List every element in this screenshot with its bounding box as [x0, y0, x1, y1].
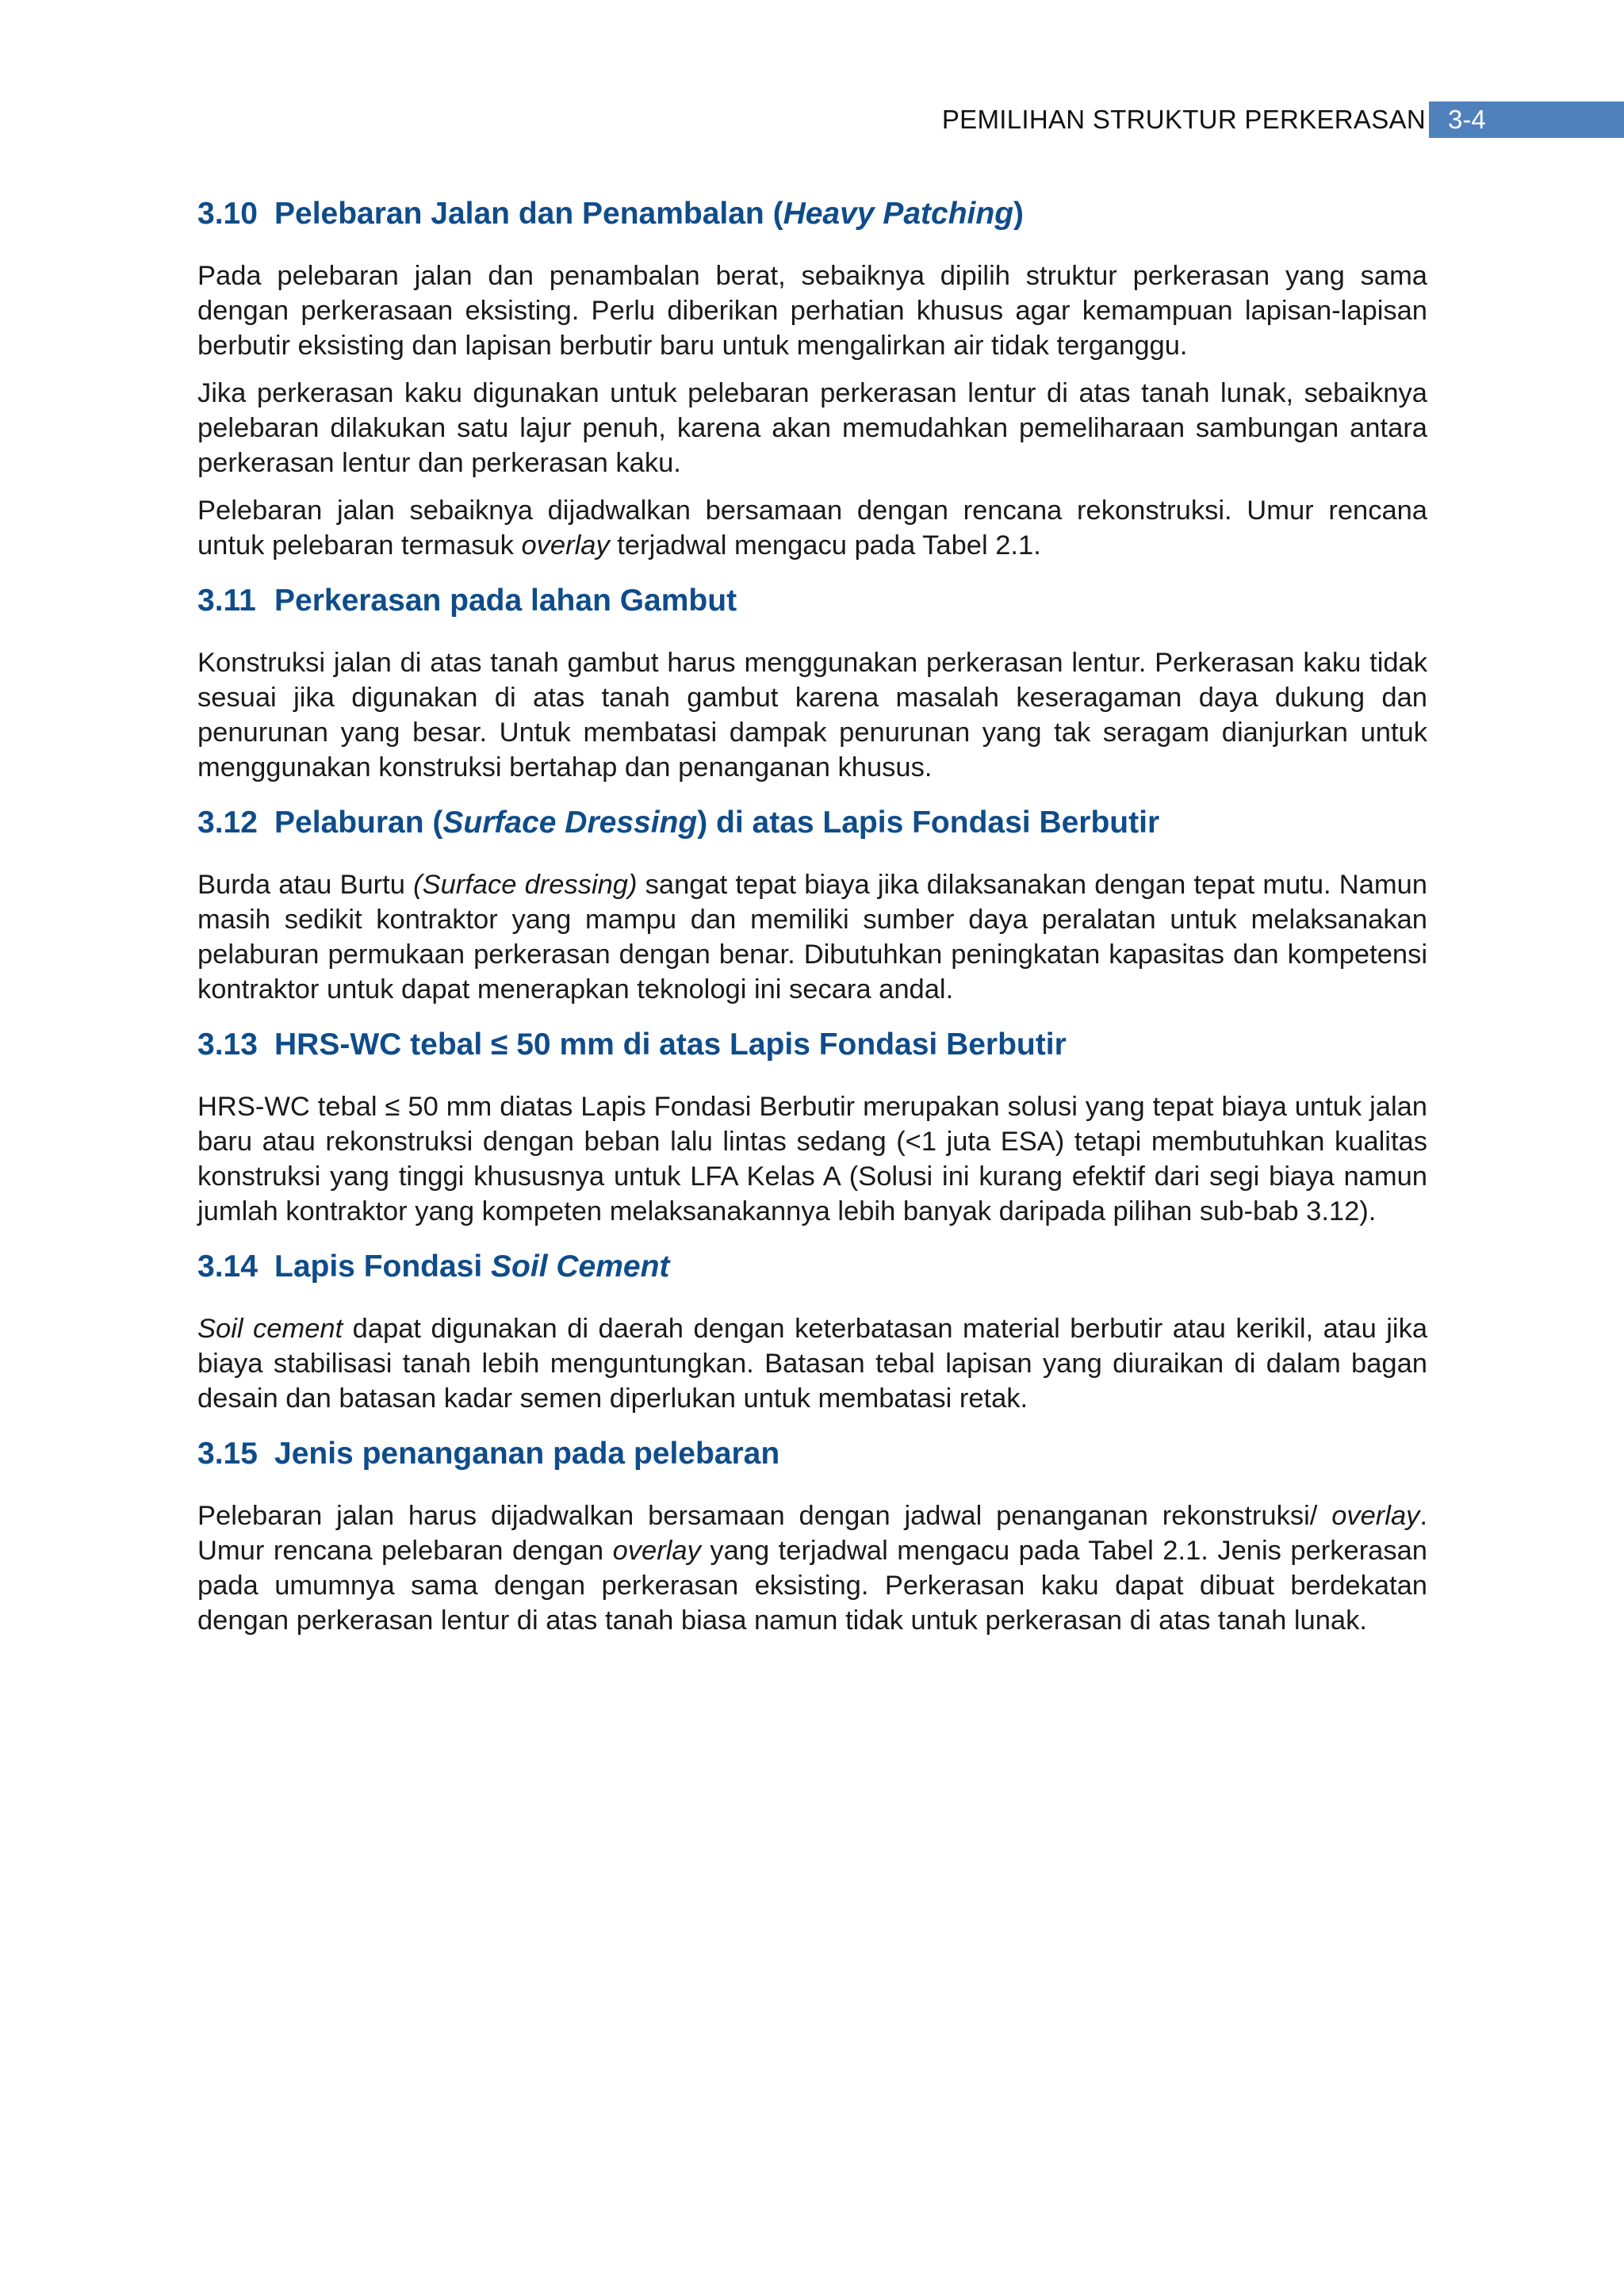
- section-heading: [197, 1432, 1427, 1476]
- section-3-15: [197, 1432, 1427, 1638]
- section-title-text: Heavy Patching: [783, 197, 1014, 231]
- paragraph-text: Pelebaran jalan harus dijadwalkan bersamaan dengan jadwal penanganan rekonstruksi/: [197, 1501, 1332, 1531]
- section-heading: [197, 1023, 1427, 1067]
- italic-term: Soil cement: [197, 1314, 343, 1344]
- body-paragraph: [197, 645, 1427, 785]
- paragraph-text: dapat digunakan di daerah dengan keterbatasan material berbutir atau kerikil, atau jika biaya stabilisasi tanah lebih menguntungkan. Batasan tebal lapisan yang diuraikan di dalam bagan desain dan batasan kadar semen diperlukan untuk membatasi retak.: [197, 1314, 1428, 1414]
- section-title-text: Surface Dressing: [442, 806, 698, 840]
- section-3-12: [197, 801, 1427, 1007]
- body-paragraph: [197, 867, 1427, 1007]
- italic-term: (Surface dressing): [413, 870, 638, 900]
- section-title-text: Soil Cement: [491, 1249, 670, 1284]
- section-number: 3.13: [197, 1027, 258, 1062]
- section-3-13: [197, 1023, 1427, 1229]
- page-header: [0, 101, 1624, 138]
- section-number: 3.15: [197, 1437, 258, 1471]
- section-heading: [197, 579, 1427, 623]
- paragraph-text: Konstruksi jalan di atas tanah gambut harus menggunakan perkerasan lentur. Perkerasan kaku tidak sesuai jika digunakan di atas tanah gambut karena masalah keseragaman daya dukung dan penurunan yang besar. Untuk membatasi dampak penurunan yang tak seragam dianjurkan untuk menggunakan konstruksi bertahap dan penanganan khusus.: [197, 648, 1427, 783]
- section-heading: [197, 801, 1427, 845]
- paragraph-text: sangat tepat biaya jika dilaksanakan dengan tepat mutu. Namun masih sedikit kontraktor yang mampu dan memiliki sumber daya peralatan untuk melaksanakan pelaburan permukaan perkerasan dengan benar. Dibutuhkan peningkatan kapasitas dan kompetensi kontraktor untuk dapat menerapkan teknologi ini secara andal.: [197, 870, 1427, 1004]
- section-title-text: Lapis Fondasi: [274, 1249, 492, 1284]
- body-paragraph: [197, 1089, 1427, 1229]
- section-number: 3.10: [197, 197, 258, 231]
- paragraph-text: . Umur rencana pelebaran dengan: [197, 1501, 1427, 1566]
- paragraph-text: Burda atau Burtu: [197, 870, 414, 900]
- document-body: [197, 192, 1427, 1654]
- paragraph-text: Pelebaran jalan sebaiknya dijadwalkan bersamaan dengan rencana rekonstruksi. Umur rencana untuk pelebaran termasuk: [197, 496, 1427, 561]
- section-heading: [197, 192, 1427, 236]
- section-number: 3.14: [197, 1249, 258, 1284]
- paragraph-text: Pada pelebaran jalan dan penambalan berat, sebaiknya dipilih struktur perkerasan yang sama dengan perkerasaan eksisting. Perlu diberikan perhatian khusus agar kemampuan lapisan-lapisan berbutir eksisting dan lapisan berbutir baru untuk mengalirkan air tidak terganggu.: [197, 261, 1427, 361]
- section-title-text: Perkerasan pada lahan Gambut: [274, 584, 737, 618]
- section-title-text: ): [1013, 197, 1025, 231]
- italic-term: overlay: [521, 530, 610, 561]
- section-title-text: ) di atas Lapis Fondasi Berbutir: [697, 806, 1160, 840]
- paragraph-text: yang terjadwal mengacu pada Tabel 2.1. Jenis perkerasan pada umumnya sama dengan perkerasan eksisting. Perkerasan kaku dapat dibuat berdekatan dengan perkerasan lentur di atas tanah biasa namun tidak untuk perkerasan di atas tanah lunak.: [197, 1536, 1427, 1636]
- body-paragraph: [197, 258, 1427, 363]
- running-header-title: PEMILIHAN STRUKTUR PERKERASAN: [941, 105, 1426, 134]
- section-3-10: [197, 192, 1427, 563]
- section-title-text: Pelebaran Jalan dan Penambalan (: [274, 197, 783, 231]
- section-number: 3.12: [197, 806, 258, 840]
- section-number: 3.11: [197, 584, 256, 618]
- section-title-text: Pelaburan (: [274, 806, 443, 840]
- page-number-tab: [1429, 101, 1624, 138]
- body-paragraph: [197, 1311, 1427, 1416]
- paragraph-text: HRS-WC tebal ≤ 50 mm diatas Lapis Fondasi Berbutir merupakan solusi yang tepat biaya untuk jalan baru atau rekonstruksi dengan beban lalu lintas sedang (<1 juta ESA) tetapi membutuhkan kualitas konstruksi yang tinggi khususnya untuk LFA Kelas A (Solusi ini kurang efektif dari segi biaya namun jumlah kontraktor yang kompeten melaksanakannya lebih banyak daripada pilihan sub-bab 3.12).: [197, 1092, 1427, 1226]
- paragraph-text: Jika perkerasan kaku digunakan untuk pelebaran perkerasan lentur di atas tanah lunak, sebaiknya pelebaran dilakukan satu lajur penuh, karena akan memudahkan pemeliharaan sambungan antara perkerasan lentur dan perkerasan kaku.: [197, 378, 1427, 478]
- body-paragraph: [197, 1498, 1427, 1638]
- section-title-text: Jenis penanganan pada pelebaran: [274, 1437, 780, 1471]
- paragraph-text: terjadwal mengacu pada Tabel 2.1.: [609, 530, 1041, 561]
- body-paragraph: [197, 493, 1427, 563]
- section-3-11: [197, 579, 1427, 785]
- body-paragraph: [197, 376, 1427, 480]
- italic-term: overlay: [612, 1536, 701, 1566]
- section-heading: [197, 1245, 1427, 1289]
- section-3-14: [197, 1245, 1427, 1416]
- italic-term: overlay: [1331, 1501, 1420, 1531]
- page-number: 3-4: [1448, 105, 1486, 134]
- section-title-text: HRS-WC tebal ≤ 50 mm di atas Lapis Fondasi Berbutir: [274, 1027, 1067, 1062]
